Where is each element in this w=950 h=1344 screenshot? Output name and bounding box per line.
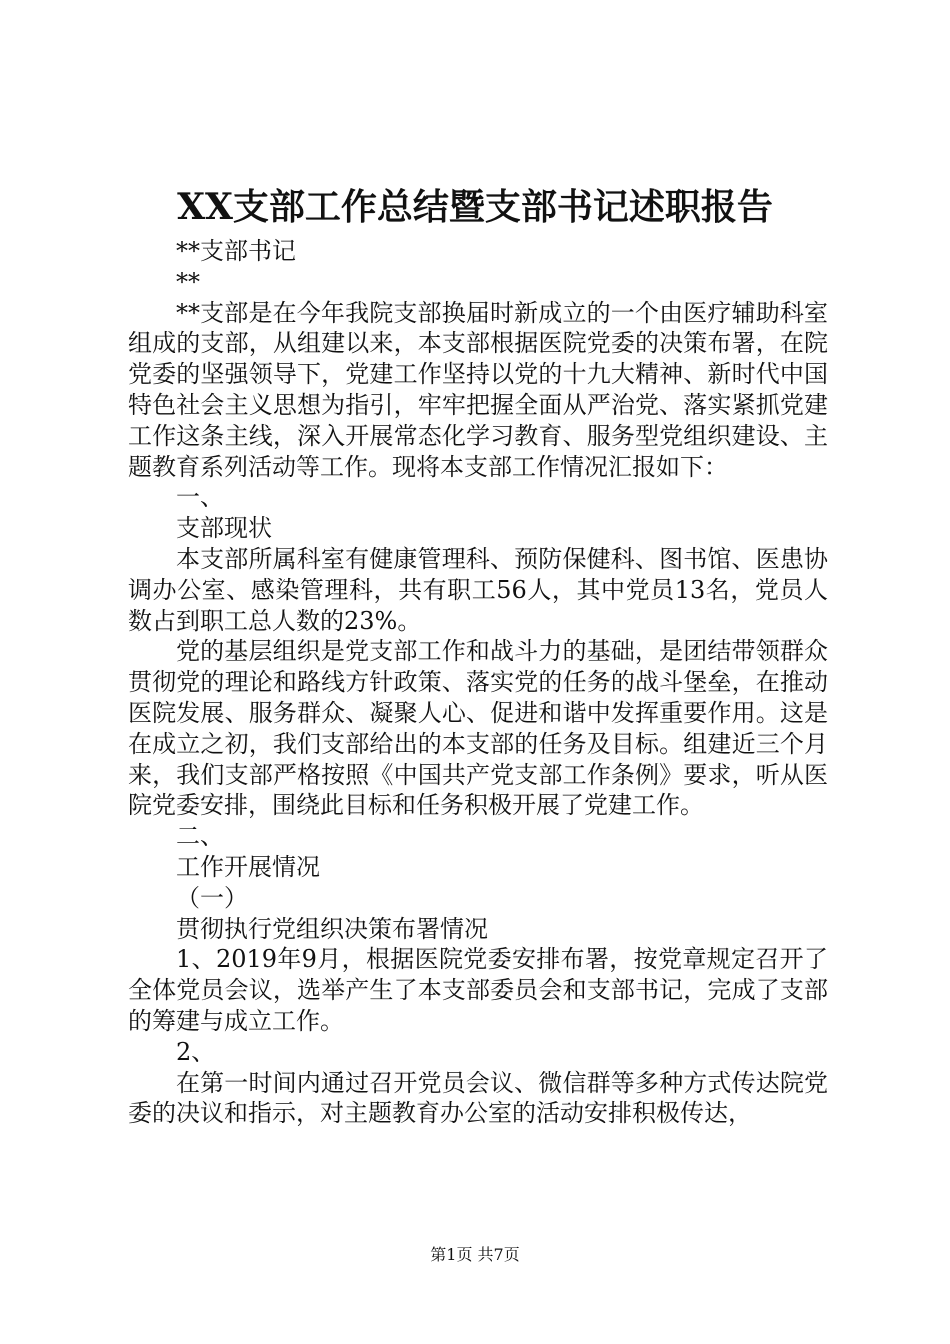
author-role: **支部书记 xyxy=(176,237,296,265)
section-heading-1: 支部现状 xyxy=(176,514,272,543)
document-body xyxy=(128,236,828,1129)
paragraph-branch-status: 本支部所属科室有健康管理科、预防保健科、图书馆、医患协调办公室、感染管理科，共有职工56人，其中党员13名，党员人数占到职工总人数的23%。 xyxy=(128,544,828,635)
section-number-2: 二、 xyxy=(176,822,224,851)
author-name: ** xyxy=(176,267,200,296)
list-item-2-text: 在第一时间内通过召开党员会议、微信群等多种方式传达院党委的决议和指示，对主题教育办公室的活动安排积极传达， xyxy=(128,1068,828,1128)
section-number-1: 一、 xyxy=(176,483,224,512)
section-heading-2: 工作开展情况 xyxy=(176,852,320,881)
list-item-2-number: 2、 xyxy=(176,1037,216,1066)
subsection-number-1: （一） xyxy=(176,883,248,912)
list-item-1: 1、2019年9月，根据医院党委安排布署，按党章规定召开了全体党员会议，选举产生了本支部委员会和支部书记，完成了支部的筹建与成立工作。 xyxy=(128,945,828,1035)
paragraph-branch-role: 党的基层组织是党支部工作和战斗力的基础，是团结带领群众贯彻党的理论和路线方针政策、落实党的任务的战斗堡垒，在推动医院发展、服务群众、凝聚人心、促进和谐中发挥重要作用。这是在成立之初，我们支部给出的本支部的任务及目标。组建近三个月来，我们支部严格按照《中国共产党支部工作条例》要求，听从医院党委安排，围绕此目标和任务积极开展了党建工作。 xyxy=(128,637,828,820)
page-number-footer: 第1页 共7页 xyxy=(430,1245,520,1264)
paragraph-intro: **支部是在今年我院支部换届时新成立的一个由医疗辅助科室组成的支部，从组建以来，本支部根据医院党委的决策布署，在院党委的坚强领导下，党建工作坚持以党的十九大精神、新时代中国特色社会主义思想为指引，牢牢把握全面从严治党、落实紧抓党建工作这条主线，深入开展常态化学习教育、服务型党组织建设、主题教育系列活动等工作。现将本支部工作情况汇报如下： xyxy=(128,298,828,481)
subsection-heading-1: 贯彻执行党组织决策布署情况 xyxy=(176,914,488,943)
document-title: XX支部工作总结暨支部书记述职报告 xyxy=(177,186,773,228)
